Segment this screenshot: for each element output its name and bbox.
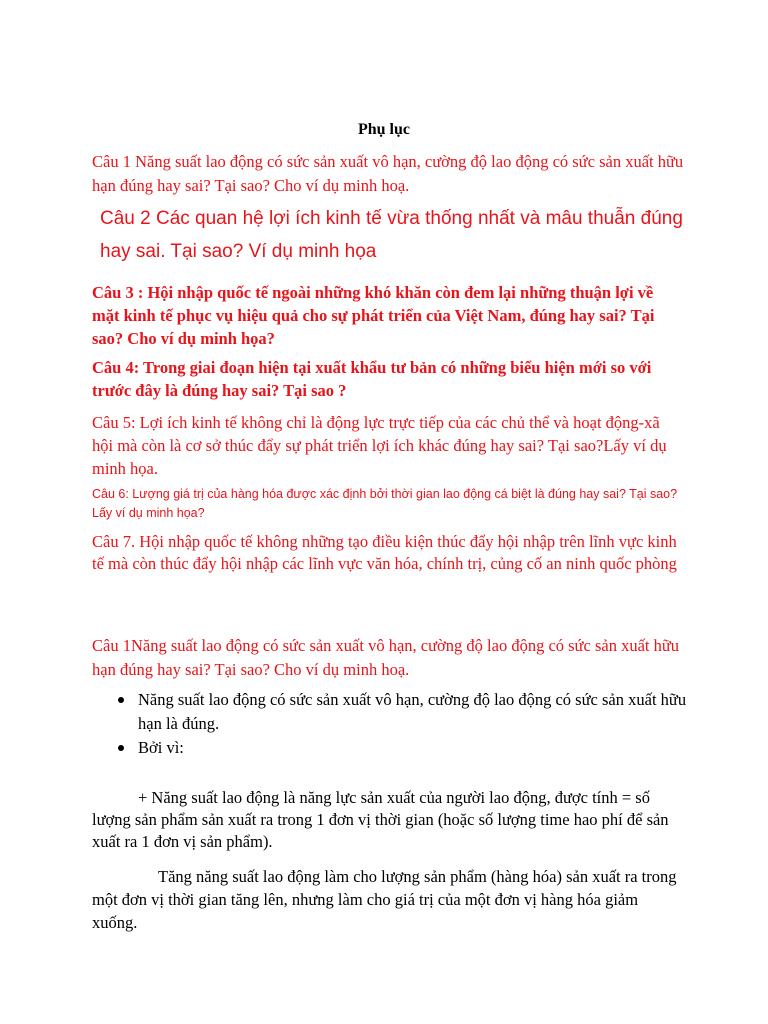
page-title: Phụ lục	[357, 121, 410, 138]
bullet-icon	[118, 697, 124, 703]
answer-1-plus-paragraph: + Năng suất lao động là năng lực sản xuất của người lao động, được tính = số lượng sản phẩm sản xuất ra trong 1 đơn vị thời gian (hoặc số lượng time hao phí để sản xuất ra 1 đơn vị sản phẩm).	[92, 787, 669, 851]
answer-1-paragraph: Tăng năng suất lao động làm cho lượng sản phẩm (hàng hóa) sản xuất ra trong một đơn vị thời gian tăng lên, nhưng làm cho giá trị của một đơn vị hàng hóa giảm xuống.	[92, 866, 677, 932]
question-6: Câu 6: Lượng giá trị của hàng hóa được xác định bởi thời gian lao động cá biệt là đúng hay sai? Tại sao? Lấy ví dụ minh họa?	[92, 487, 678, 520]
bullet-text: Năng suất lao động có sức sản xuất vô hạn, cường độ lao động có sức sản xuất hữu hạn là đúng.	[138, 690, 687, 733]
question-3: Câu 3 : Hội nhập quốc tế ngoài những khó khăn còn đem lại những thuận lợi về mặt kinh tế phục vụ hiệu quả cho sự phát triển của Việt Nam, đúng hay sai? Tại sao? Cho ví dụ minh họa?	[92, 283, 655, 348]
question-7: Câu 7. Hội nhập quốc tế không những tạo điều kiện thúc đẩy hội nhập trên lĩnh vực kinh tế mà còn thúc đẩy hội nhập các lĩnh vực văn hóa, chính trị, củng cố an ninh quốc phòng	[92, 532, 677, 573]
question-2: Câu 2 Các quan hệ lợi ích kinh tế vừa thống nhất và mâu thuẫn đúng hay sai. Tại sao? Ví dụ minh họa	[100, 208, 683, 262]
answer-1-question: Câu 1Năng suất lao động có sức sản xuất vô hạn, cường độ lao động có sức sản xuất hữu hạn đúng hay sai? Tại sao? Cho ví dụ minh hoạ.	[92, 636, 680, 679]
question-4: Câu 4: Trong giai đoạn hiện tại xuất khẩu tư bản có những biểu hiện mới so với trước đây là đúng hay sai? Tại sao ?	[92, 358, 652, 400]
bullet-text: Bởi vì:	[138, 738, 184, 757]
question-1: Câu 1 Năng suất lao động có sức sản xuất vô hạn, cường độ lao động có sức sản xuất hữu hạn đúng hay sai? Tại sao? Cho ví dụ minh hoạ.	[92, 152, 684, 195]
question-5: Câu 5: Lợi ích kinh tế không chỉ là động lực trực tiếp của các chủ thể và hoạt động-xã hội mà còn là cơ sở thúc đẩy sự phát triển lợi ích khác đúng hay sai? Tại sao?Lấy ví dụ minh họa.	[92, 413, 667, 478]
answer-1-bullet-list	[108, 688, 688, 760]
bullet-item	[108, 688, 688, 736]
bullet-icon	[118, 745, 124, 751]
bullet-item	[108, 736, 688, 760]
